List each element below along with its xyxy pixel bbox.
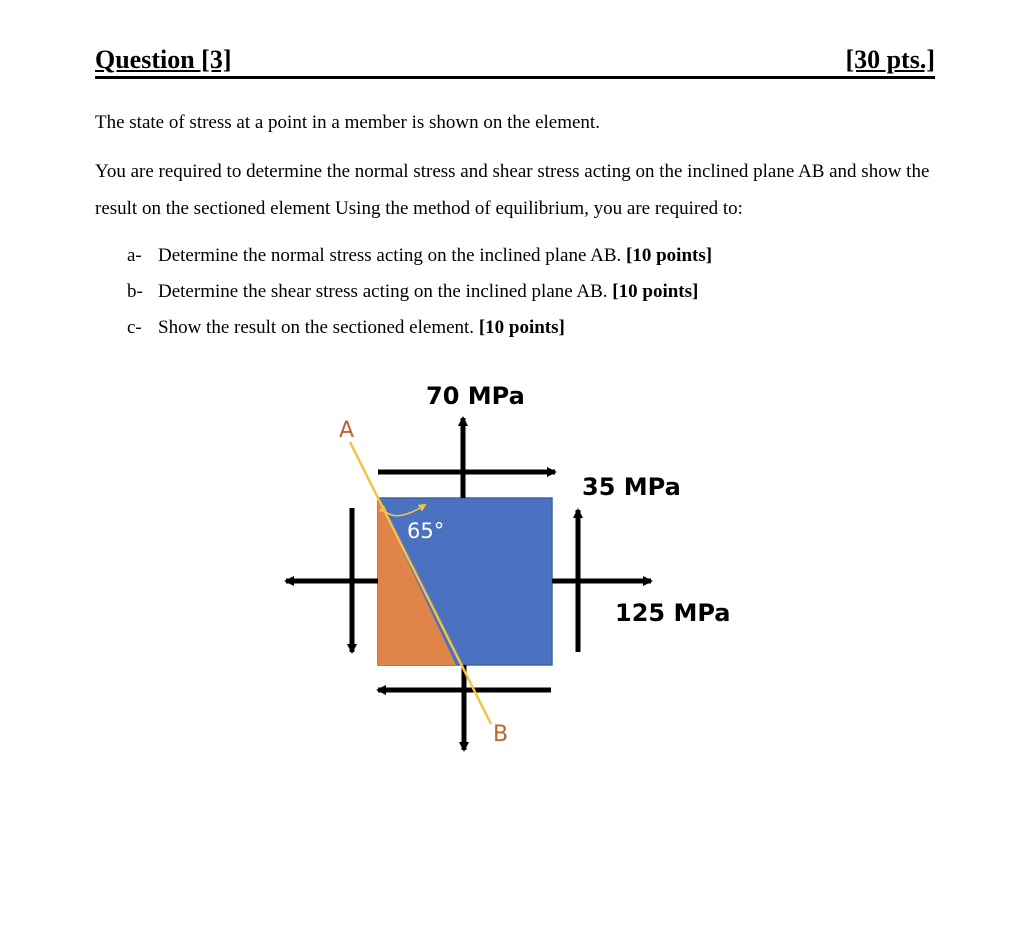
list-item-text: Determine the normal stress acting on the inclined plane AB. [158, 245, 622, 266]
list-marker: a- [127, 245, 142, 266]
list-item-points: [10 points] [626, 245, 713, 266]
question-title: Question [3] [95, 45, 232, 74]
shear-stress-label: 35 MPa [582, 473, 681, 501]
task-paragraph: You are required to determine the normal stress and shear stress acting on the inclined plane AB and show the result on the sectioned element Using the method of equilibrium, you are required to: [95, 161, 930, 219]
list-item-text: Determine the shear stress acting on the inclined plane AB. [158, 281, 608, 302]
list-marker: c- [127, 317, 142, 338]
list-item-text: Show the result on the sectioned element. [158, 317, 475, 338]
list-item-points: [10 points] [478, 317, 565, 338]
question-points: [30 pts.] [845, 45, 935, 74]
list-marker: b- [127, 281, 143, 302]
top-stress-label: 70 MPa [426, 382, 525, 410]
list-item-points: [10 points] [612, 281, 699, 302]
right-stress-label: 125 MPa [615, 599, 731, 627]
point-a-label: A [339, 418, 355, 443]
intro-paragraph: The state of stress at a point in a member is shown on the element. [95, 112, 600, 133]
point-b-label: B [493, 722, 509, 747]
angle-label: 65° [407, 519, 445, 543]
